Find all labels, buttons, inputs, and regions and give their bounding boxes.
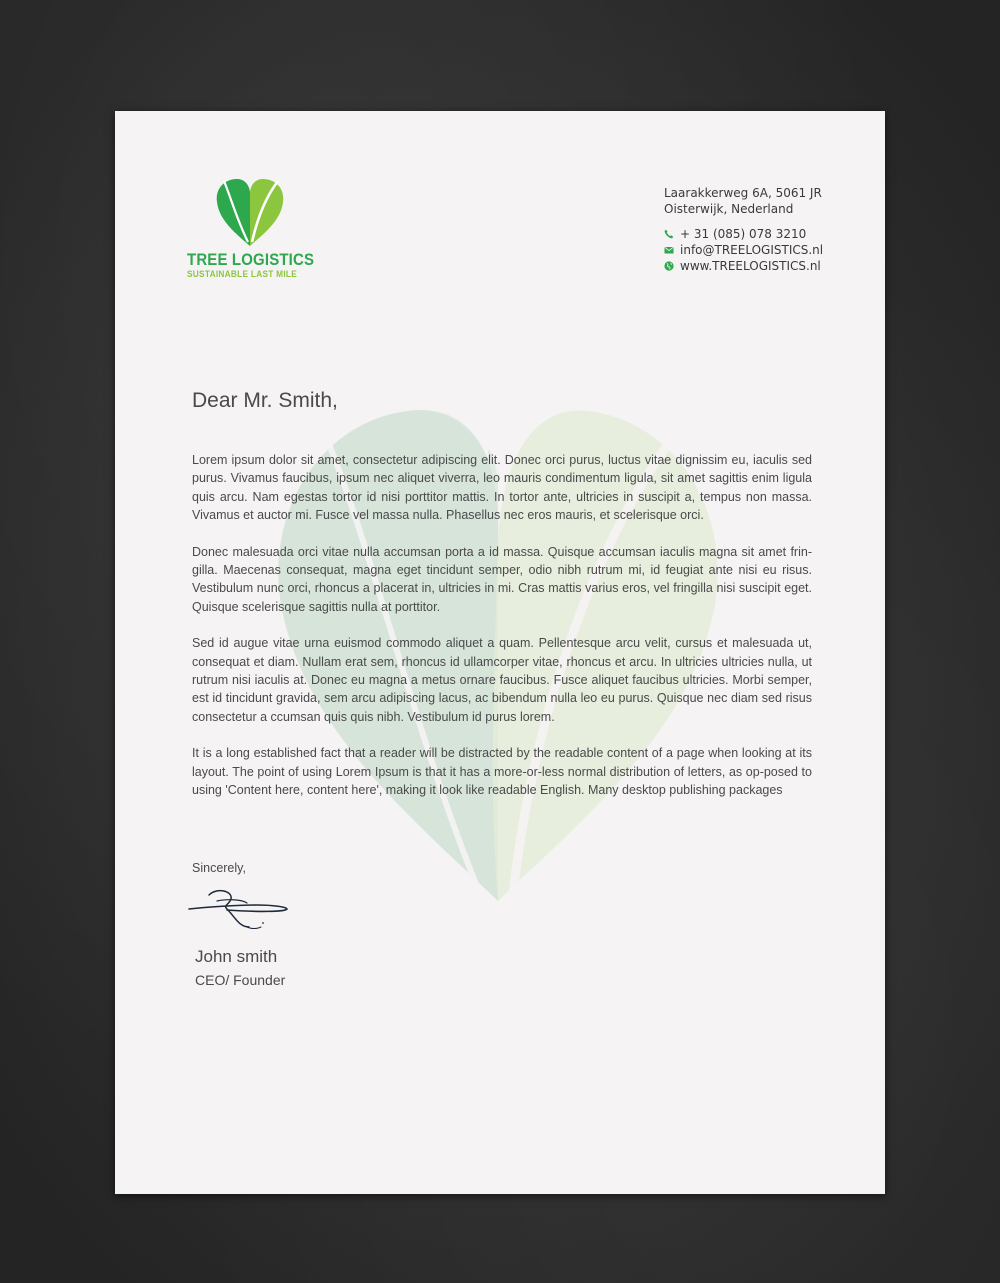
company-name: TREE LOGISTICS [187,250,315,269]
salutation: Dear Mr. Smith, [192,389,338,412]
phone-icon [664,229,674,239]
contact-block [664,185,823,274]
paragraph: Lorem ipsum dolor sit amet, consectetur adipiscing elit. Donec orci purus, luctus vitae dignissim eu, iaculis sed purus. Vivamus faucibus, ipsum nec aliquet viverra, leo mauris condimentum ligula, sit amet sagittis enim ligula quis arcu. Nam egestas tortor id nisi porttitor mattis. In tortor ante, ultricies in suscipit a, tempus non massa. Vivamus et auctor mi. Fusce vel massa nulla. Phasellus nec eros mauris, et scelerisque orci. [192,453,812,523]
signature-image [187,885,291,931]
phone-row [664,226,823,242]
website-url[interactable]: www.TREELOGISTICS.nl [680,259,821,273]
heart-leaf-logo-icon [215,178,285,248]
closing: Sincerely, [192,861,246,875]
email-row [664,242,823,258]
paragraph: It is a long established fact that a reader will be distracted by the readable content of a page when looking at its layout. The point of using Lorem Ipsum is that it has a more-or-less normal distribution of letters, as op-posed to using 'Content here, content here', making it look like readable English. Many desktop publishing packages [192,746,812,798]
company-tagline: SUSTAINABLE LAST MILE [187,269,298,279]
address-line-2: Oisterwijk, Nederland [664,202,794,216]
globe-icon [664,261,674,271]
phone-number[interactable]: + 31 (085) 078 3210 [680,227,807,241]
website-row [664,258,823,274]
letterhead-page [115,111,885,1194]
address-line-1: Laarakkerweg 6A, 5061 JR [664,186,822,200]
signer-name: John smith [195,947,278,966]
paragraph: Sed id augue vitae urna euismod commodo aliquet a quam. Pellentesque arcu velit, cursus et malesuada ut, consequat et diam. Nullam erat sem, rhoncus id ullamcorper vitae, rhoncus et arcu. In ultricies ultricies nulla, ut rutrum nisi iaculis at. Donec eu magna a metus ornare faucibus. Fusce aliquet faucibus ultricies. Morbi semper, est id tincidunt gravida, sem arcu adipiscing lacus, ac bibendum nulla leo eu purus. Quisque nec diam sed risus consectetur a ccumsan quis quis nibh. Vestibulum id purus lorem. [192,636,812,724]
email-address[interactable]: info@TREELOGISTICS.nl [680,243,824,257]
email-icon [664,245,674,255]
company-logo [187,178,315,279]
letter-body [192,451,812,818]
paragraph: Donec malesuada orci vitae nulla accumsan porta a id massa. Quisque accumsan iaculis magna sit amet frin-gilla. Maecenas consequat, magna eget tincidunt semper, odio nibh rutrum mi, id feugiat ante nisi eu risus. Vestibulum nunc orci, rhoncus a placerat in, ultricies in mi. Cras mattis varius eros, vel fringilla nisi suscipit eget. Quisque scelerisque sagittis nulla at porttitor. [192,544,812,614]
signer-title: CEO/ Founder [195,972,286,988]
